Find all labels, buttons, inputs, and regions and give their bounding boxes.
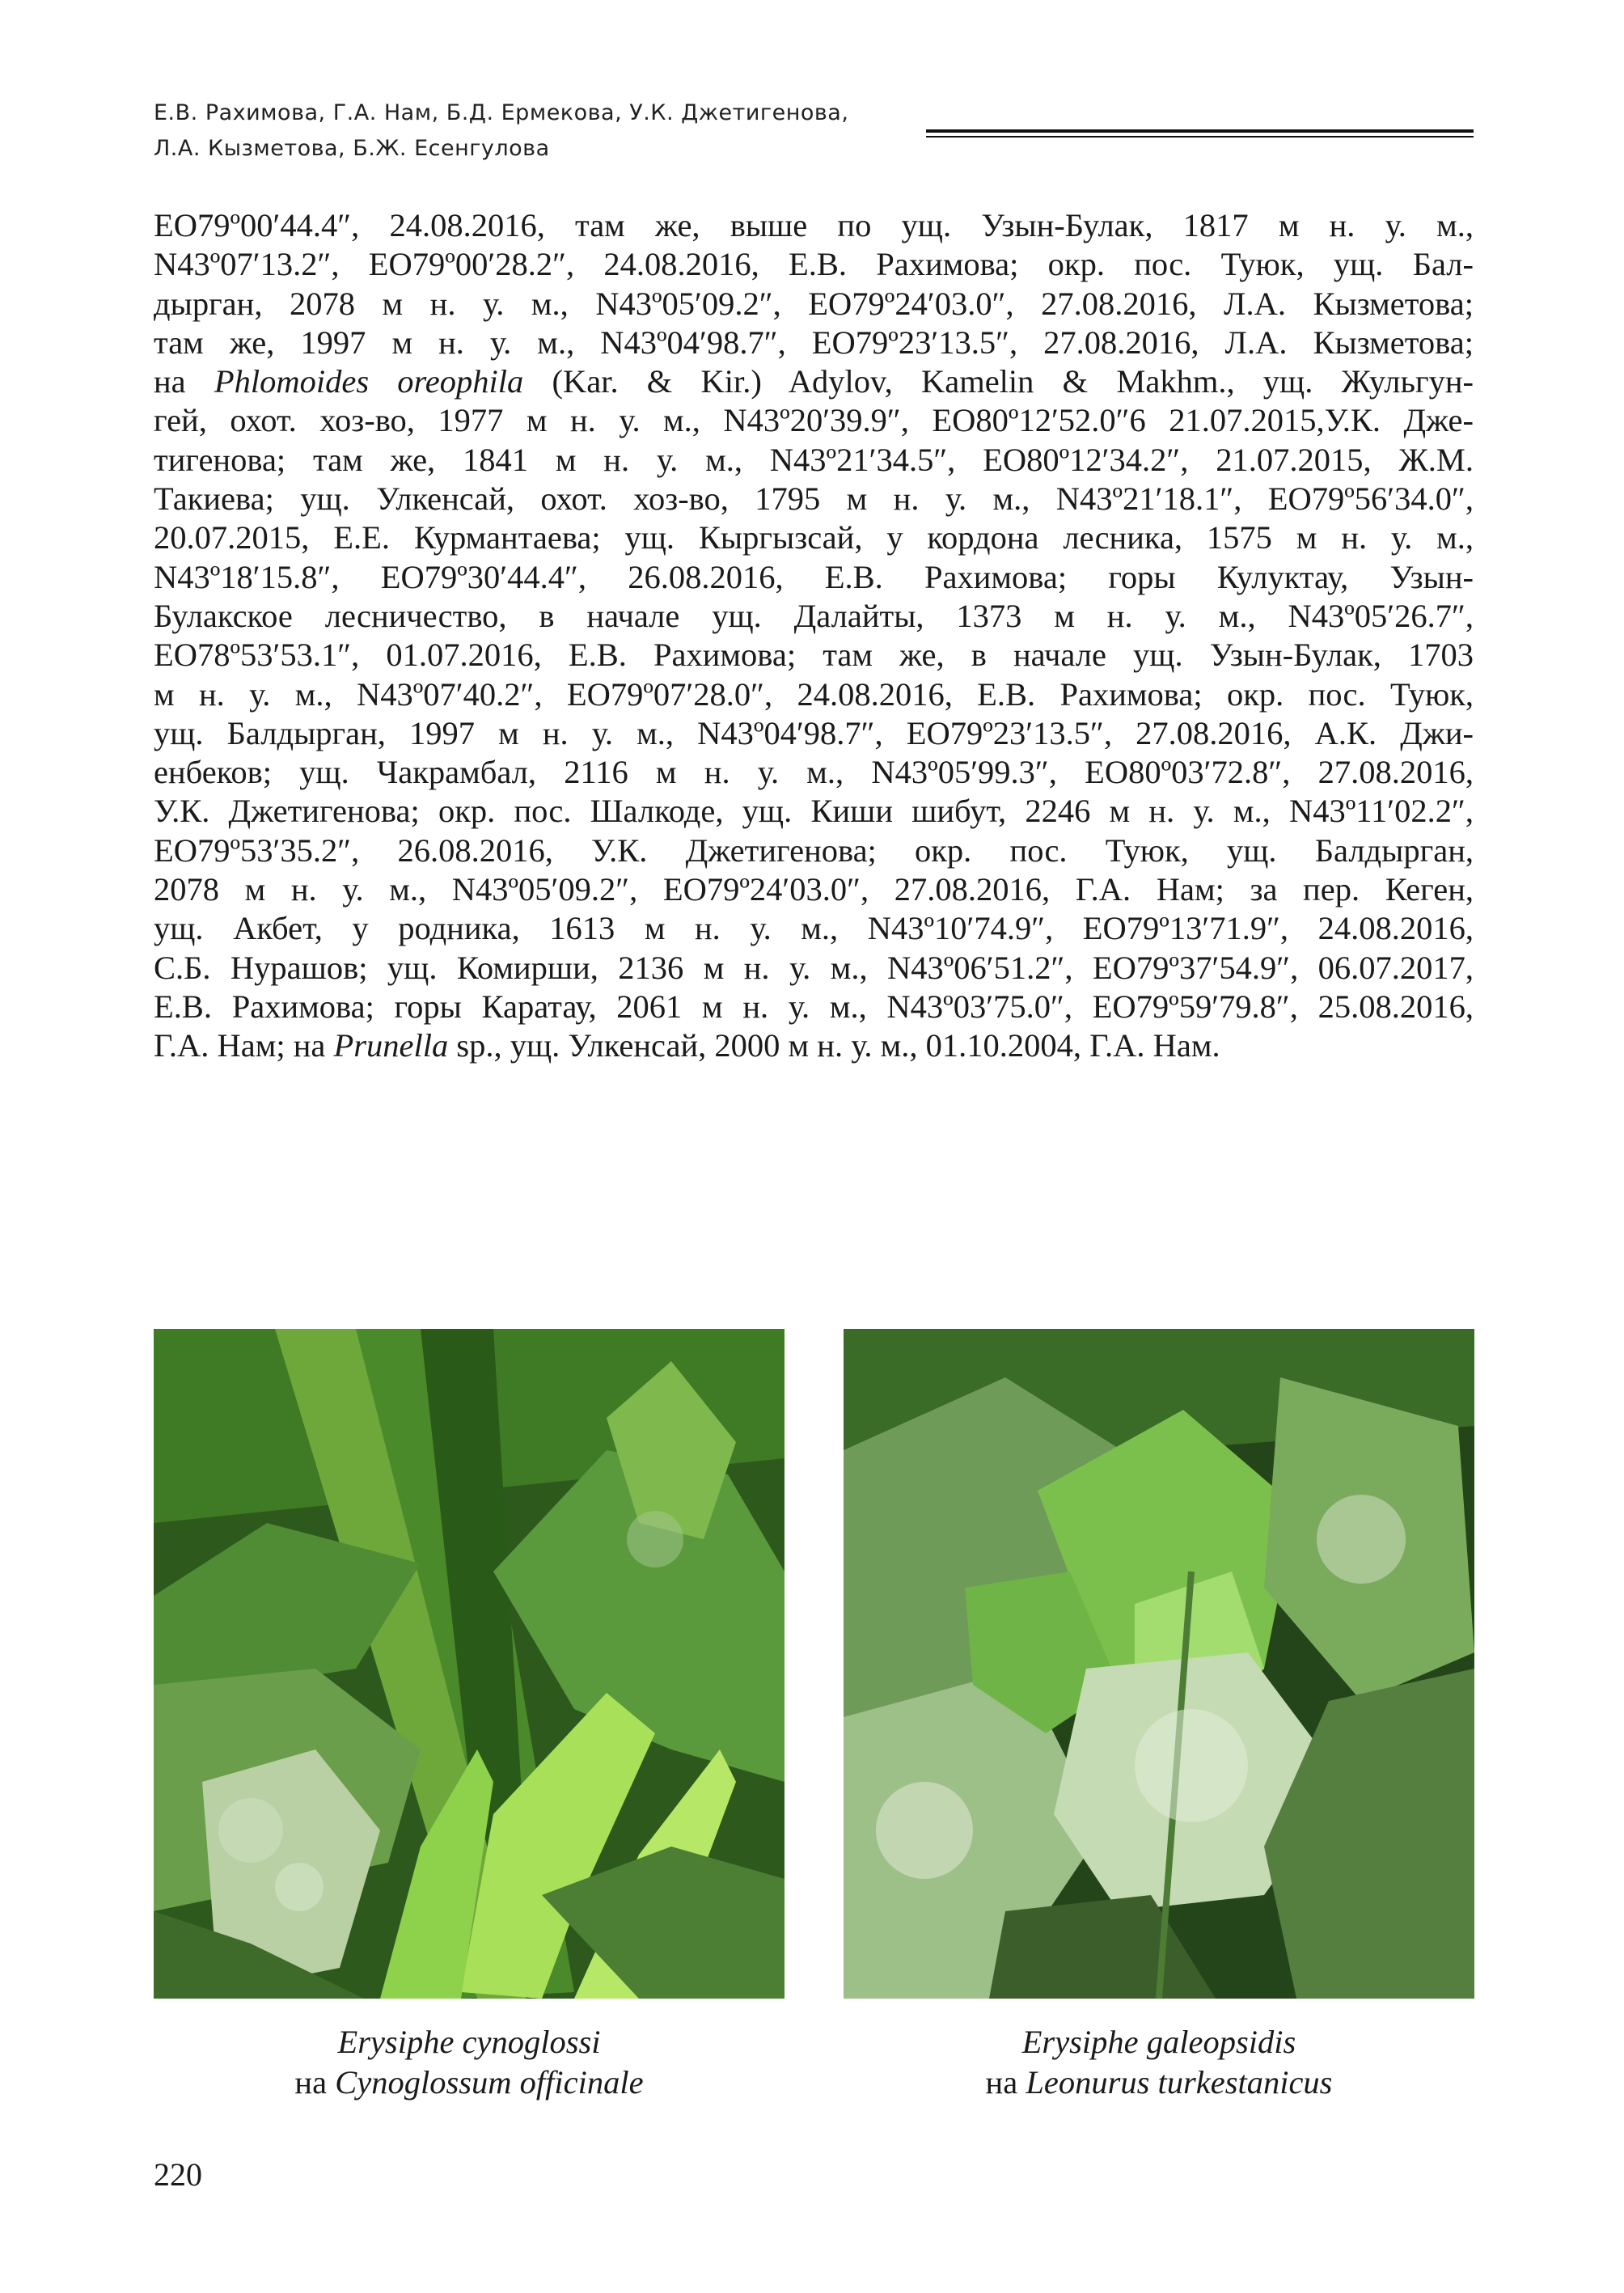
taxon-name: Phlomoides oreophila	[214, 363, 524, 400]
body-line	[154, 909, 1474, 948]
text-run: С.Б. Нурашов; ущ. Комирши, 2136 м н. у. м., N43º06′51.2″, ЕO79º37′54.9″, 06.07.2017,	[154, 949, 1474, 986]
text-run: дырган, 2078 м н. у. м., N43º05′09.2″, ЕO79º24′03.0″, 27.08.2016, Л.А. Кызметова;	[154, 285, 1474, 322]
body-line	[154, 714, 1474, 753]
text-run: ЕO79º00′44.4″, 24.08.2016, там же, выше по ущ. Узын-Булак, 1817 м н. у. м.,	[154, 207, 1474, 243]
text-run: Такиева; ущ. Улкенсай, охот. хоз-во, 1795 м н. у. м., N43º21′18.1″, ЕO79º56′34.0″,	[154, 480, 1474, 518]
body-line	[154, 792, 1474, 831]
body-line	[154, 401, 1474, 440]
caption-left-host: Cynoglossum officinale	[335, 2064, 644, 2101]
text-run: У.К. Джетигенова; окр. пос. Шалкоде, ущ. Киши шибут, 2246 м н. у. м., N43º11′02.2″,	[154, 793, 1474, 830]
body-line	[154, 558, 1474, 597]
text-run: на	[154, 363, 214, 400]
header-authors-line-2: Л.А. Кызметова, Б.Ж. Есенгулова	[154, 136, 550, 161]
body-text	[154, 206, 1474, 1066]
taxon-name: Prunella	[333, 1027, 449, 1064]
figure-caption-right	[844, 2022, 1474, 2103]
text-run: гей, охот. хоз-во, 1977 м н. у. м., N43º20′39.9″, ЕO80º12′52.0″6 21.07.2015,У.К. Дже-	[154, 402, 1474, 439]
page-number: 220	[154, 2156, 202, 2193]
text-run: м н. у. м., N43º07′40.2″, ЕO79º07′28.0″, 24.08.2016, Е.В. Рахимова; окр. пос. Туюк,	[154, 675, 1474, 713]
body-line	[154, 870, 1474, 909]
body-line	[154, 245, 1474, 284]
text-run: ущ. Акбет, у родника, 1613 м н. у. м., N43º10′74.9″, ЕO79º13′71.9″, 24.08.2016,	[154, 910, 1474, 947]
photo-erysiphe-galeopsidis	[844, 1329, 1474, 1999]
body-line	[154, 988, 1474, 1026]
figure-caption-left	[154, 2022, 785, 2103]
body-line	[154, 675, 1474, 714]
text-run: тигенова; там же, 1841 м н. у. м., N43º21′34.5″, ЕO80º12′34.2″, 21.07.2015, Ж.М.	[154, 441, 1474, 478]
photo-left-image	[154, 1329, 785, 1999]
header-rule-thin	[926, 136, 1474, 137]
body-line	[154, 206, 1474, 245]
running-header	[154, 95, 898, 167]
body-line	[154, 285, 1474, 324]
text-run: 2078 м н. у. м., N43º05′09.2″, ЕO79º24′03.0″, 27.08.2016, Г.А. Нам; за пер. Кеген,	[154, 871, 1474, 908]
body-line	[154, 324, 1474, 362]
body-line	[154, 362, 1474, 401]
photo-right-image	[844, 1329, 1474, 1999]
text-run: там же, 1997 м н. у. м., N43º04′98.7″, ЕO79º23′13.5″, 27.08.2016, Л.А. Кызметова;	[154, 324, 1474, 361]
text-run: N43º07′13.2″, ЕO79º00′28.2″, 24.08.2016, Е.В. Рахимова; окр. пос. Туюк, ущ. Бал-	[154, 246, 1474, 283]
text-run: Булакское лесничество, в начале ущ. Далайты, 1373 м н. у. м., N43º05′26.7″,	[154, 597, 1474, 634]
caption-right-prefix: на	[985, 2064, 1026, 2101]
body-line	[154, 949, 1474, 988]
photo-erysiphe-cynoglossi	[154, 1329, 785, 1999]
text-run: 20.07.2015, Е.Е. Курмантаева; ущ. Кыргызсай, у кордона лесника, 1575 м н. у. м.,	[154, 519, 1474, 556]
header-rule-thick	[926, 129, 1474, 133]
text-run: ЕO78º53′53.1″, 01.07.2016, Е.В. Рахимова; там же, в начале ущ. Узын-Булак, 1703	[154, 637, 1474, 674]
text-run: енбеков; ущ. Чакрамбал, 2116 м н. у. м., N43º05′99.3″, ЕO80º03′72.8″, 27.08.2016,	[154, 754, 1474, 791]
caption-left-species: Erysiphe cynoglossi	[337, 2024, 601, 2060]
caption-right-host: Leonurus turkestanicus	[1026, 2064, 1333, 2101]
body-line	[154, 1026, 1474, 1065]
text-run: Е.В. Рахимова; горы Каратау, 2061 м н. у. м., N43º03′75.0″, ЕO79º59′79.8″, 25.08.2016,	[154, 988, 1474, 1025]
text-run: sp., ущ. Улкенсай, 2000 м н. у. м., 01.10.2004, Г.А. Нам.	[448, 1027, 1220, 1064]
body-line	[154, 480, 1474, 518]
text-run: Г.А. Нам; на	[154, 1027, 334, 1064]
body-line	[154, 753, 1474, 792]
body-line	[154, 636, 1474, 675]
body-line	[154, 441, 1474, 480]
text-run: N43º18′15.8″, ЕO79º30′44.4″, 26.08.2016, Е.В. Рахимова; горы Кулуктау, Узын-	[154, 558, 1474, 595]
header-authors-line-1: Е.В. Рахимова, Г.А. Нам, Б.Д. Ермекова, У.К. Джетигенова,	[154, 100, 849, 125]
text-run: (Kar. & Kir.) Adylov, Kamelin & Makhm., ущ. Жульгун-	[523, 363, 1474, 400]
text-run: ЕO79º53′35.2″, 26.08.2016, У.К. Джетигенова; окр. пос. Туюк, ущ. Балдырган,	[154, 831, 1474, 869]
body-line	[154, 831, 1474, 870]
text-run: ущ. Балдырган, 1997 м н. у. м., N43º04′98.7″, ЕO79º23′13.5″, 27.08.2016, А.К. Джи-	[154, 714, 1474, 751]
body-line	[154, 518, 1474, 557]
body-line	[154, 597, 1474, 636]
caption-left-prefix: на	[294, 2064, 336, 2101]
caption-right-species: Erysiphe galeopsidis	[1021, 2024, 1296, 2060]
